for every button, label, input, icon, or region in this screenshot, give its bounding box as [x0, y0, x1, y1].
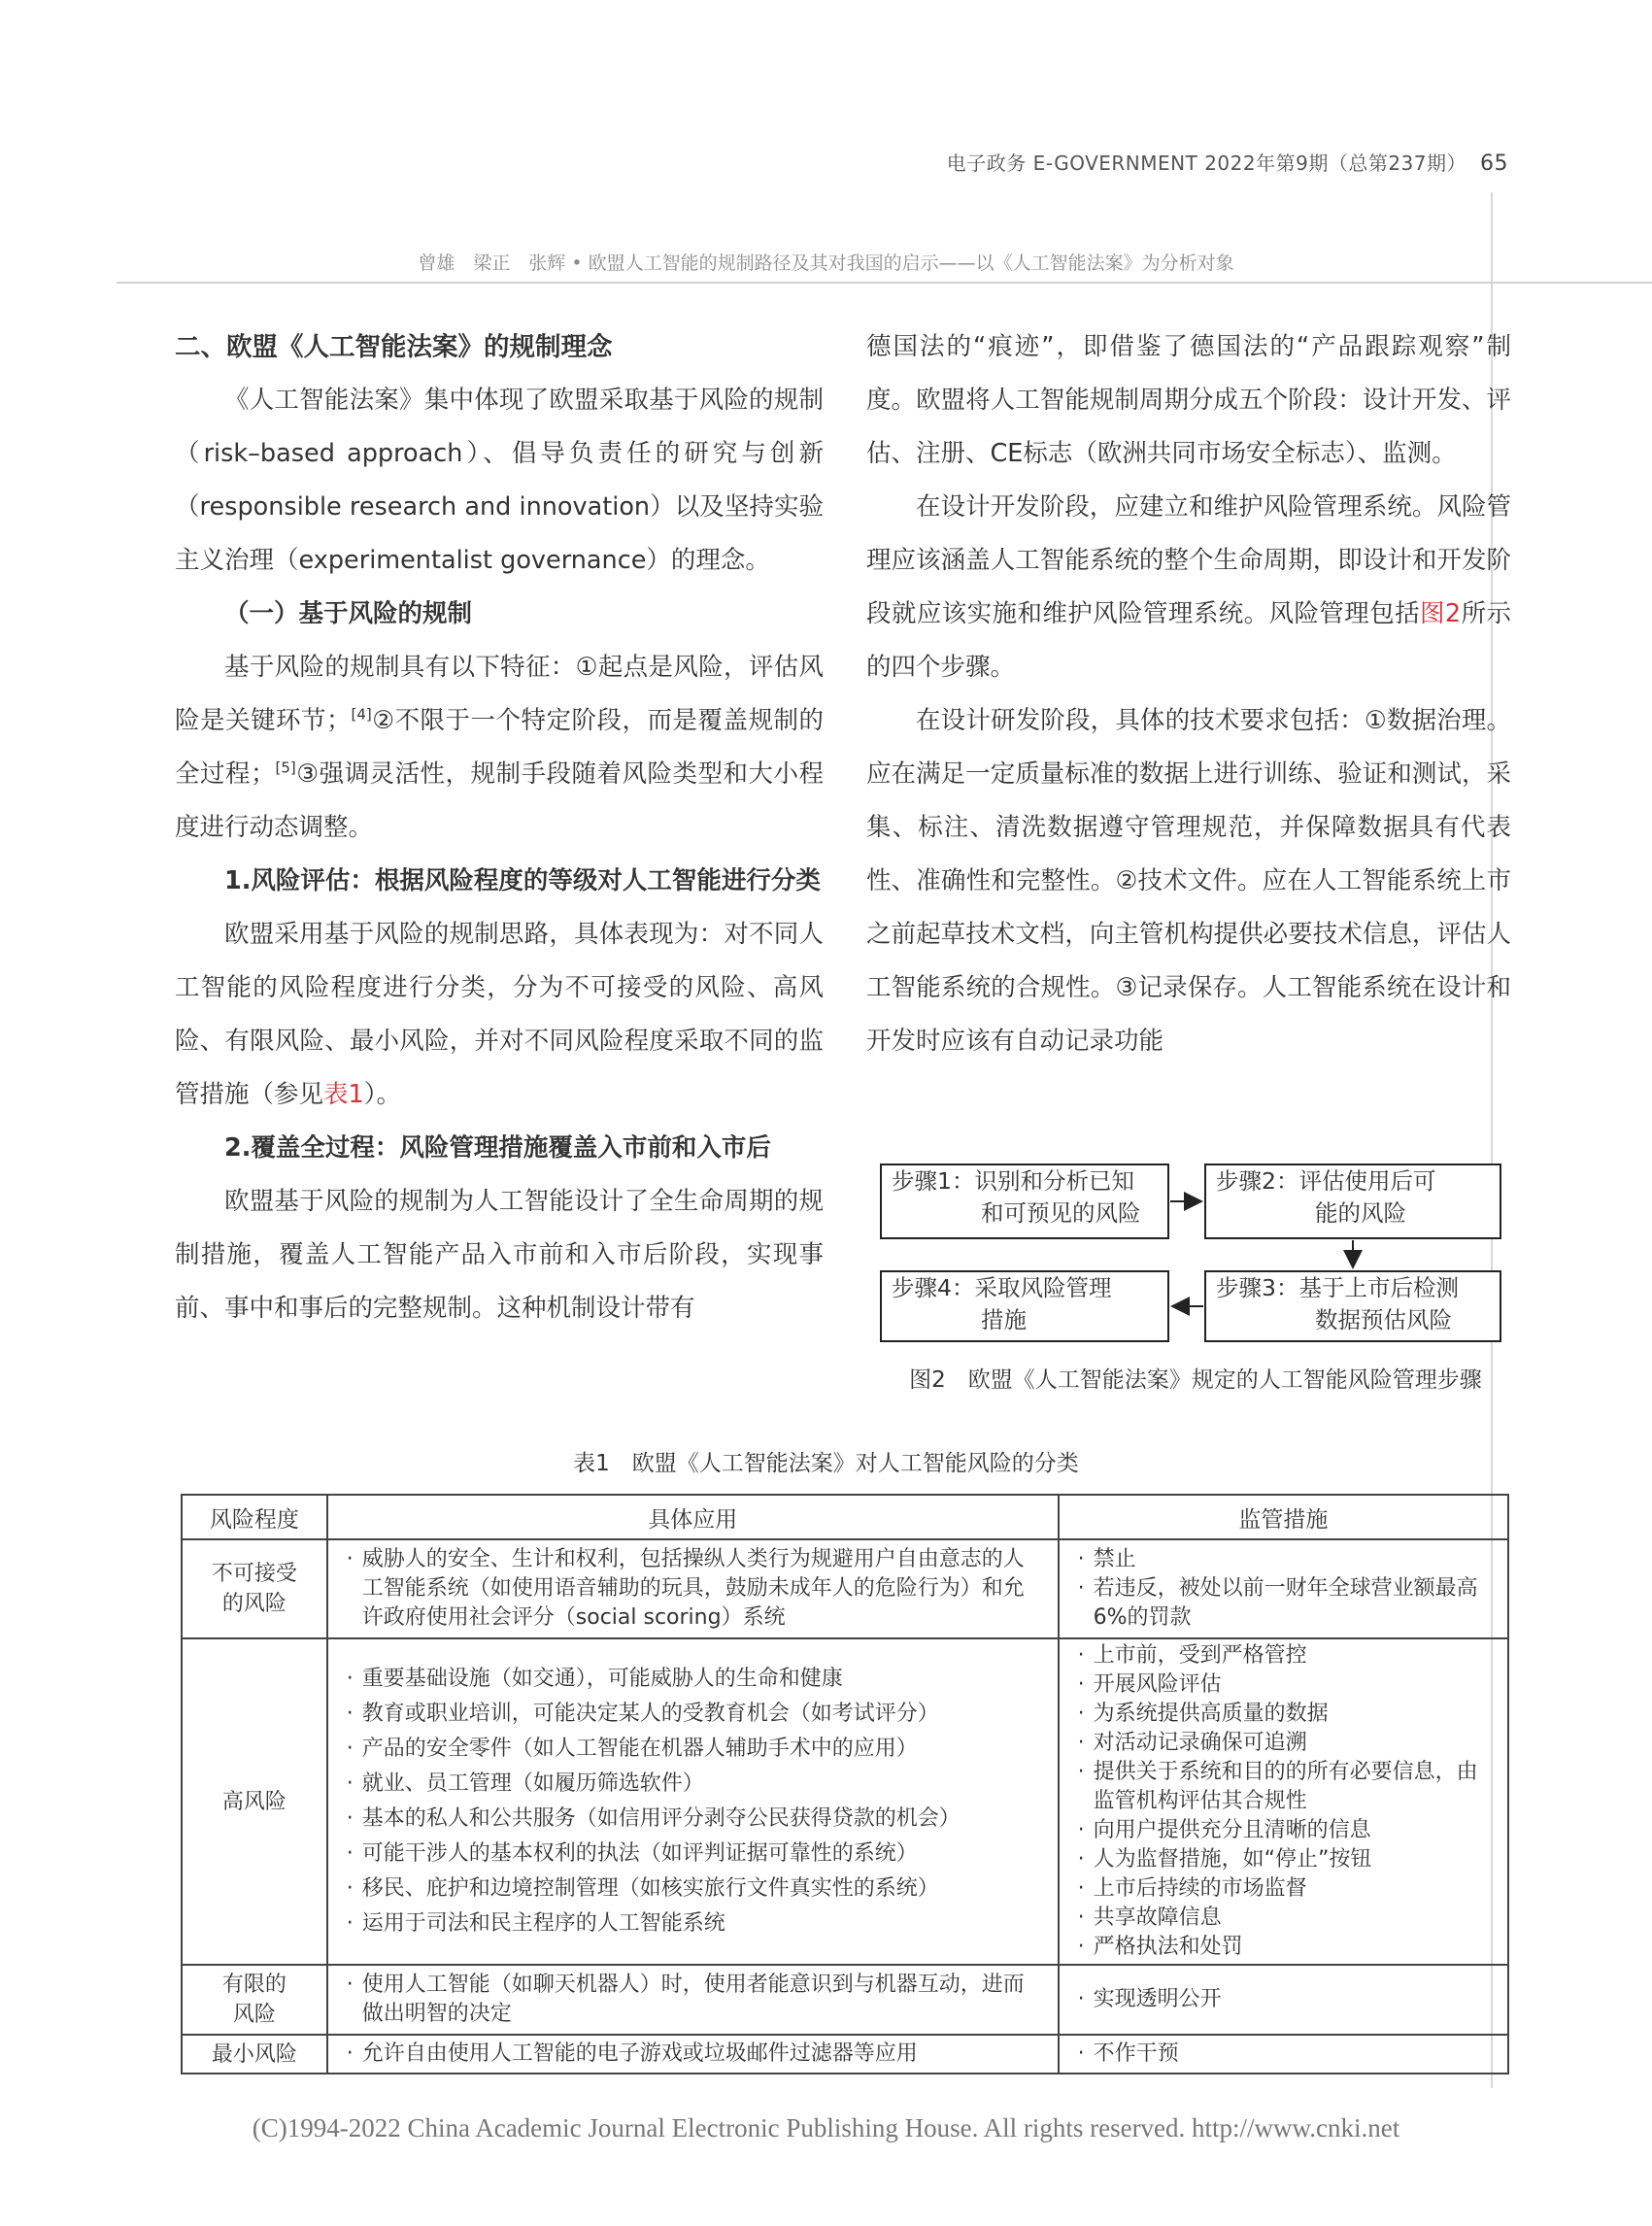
text-run: 在设计开发阶段，应建立和维护风险管理系统。风险管理应该涵盖人工智能系统的整个生命周期，即设计和开发阶段就应该实施和维护风险管理系统。风险管理包括 — [866, 492, 1511, 628]
level-text: 风险 — [232, 2003, 276, 2027]
level-text: 有限的 — [221, 1973, 287, 1997]
subheading: 1.风险评估：根据风险程度的等级对人工智能进行分类 — [224, 866, 821, 895]
paragraph — [866, 481, 1511, 694]
header-divider — [117, 282, 1652, 284]
list-item: · 若违反，被处以前一财年全球营业额最高6%的罚款 — [1078, 1574, 1495, 1633]
right-column — [866, 320, 1511, 1068]
apps-cell — [327, 1638, 1059, 1965]
list-item: · 就业、员工管理（如履历筛选软件） — [347, 1767, 1045, 1802]
apps-cell — [327, 1965, 1059, 2035]
list-item: · 严格执法和处罚 — [1078, 1933, 1495, 1962]
list-item: · 可能干涉人的基本权利的执法（如评判证据可靠性的系统） — [347, 1837, 1045, 1872]
figure-caption: 图2 欧盟《人工智能法案》规定的人工智能风险管理步骤 — [909, 1367, 1482, 1393]
paragraph — [175, 908, 824, 1122]
step3-line2: 数据预估风险 — [1315, 1306, 1452, 1333]
risk-level-cell — [182, 1539, 327, 1638]
level-text: 不可接受 — [211, 1562, 297, 1586]
list-item: · 不作干预 — [1078, 2040, 1495, 2069]
list-item: · 为系统提供高质量的数据 — [1078, 1700, 1495, 1729]
step2-line2: 能的风险 — [1315, 1199, 1406, 1227]
text-run: ②不限于一个特定阶段，而是覆盖规制的全过程； — [175, 706, 824, 789]
risk-management-flowchart — [880, 1164, 1501, 1342]
table-caption: 表1 欧盟《人工智能法案》对人工智能风险的分类 — [573, 1451, 1079, 1476]
text-run: 所示的四个步骤。 — [866, 599, 1511, 682]
table-row — [182, 1965, 1508, 2035]
left-column — [175, 320, 824, 1335]
figure-link[interactable]: 图2 — [1420, 599, 1462, 628]
list-item: · 允许自由使用人工智能的电子游戏或垃圾邮件过滤器等应用 — [347, 2040, 1045, 2069]
list-item: · 使用人工智能（如聊天机器人）时，使用者能意识到与机器互动，进而做出明智的决定 — [347, 1971, 1045, 2029]
table-link[interactable]: 表1 — [323, 1080, 364, 1109]
paragraph: 在设计研发阶段，具体的技术要求包括：①数据治理。应在满足一定质量标准的数据上进行训练、验证和测试，采集、标注、清洗数据遵守管理规范，并保障数据具有代表性、准确性和完整性。②技术文件。应在人工智能系统上市之前起草技术文档，向主管机构提供必要技术信息，评估人工智能系统的合规性。③记录保存。人工智能系统在设计和开发时应该有自动记录功能 — [866, 706, 1511, 1056]
step4-box — [880, 1270, 1169, 1342]
list-item: · 提供关于系统和目的的所有必要信息，由监管机构评估其合规性 — [1078, 1758, 1495, 1816]
text-run: ）。 — [363, 1080, 402, 1109]
measures-cell — [1059, 1965, 1508, 2035]
citation-ref[interactable]: [4] — [351, 705, 372, 724]
risk-classification-table — [181, 1494, 1509, 2074]
subsection-heading: （一）基于风险的规制 — [224, 599, 473, 628]
list-item: · 向用户提供充分且清晰的信息 — [1078, 1816, 1495, 1845]
paragraph — [175, 641, 824, 855]
list-item: · 上市后持续的市场监督 — [1078, 1874, 1495, 1904]
list-item: · 重要基础设施（如交通），可能威胁人的生命和健康 — [347, 1662, 1045, 1697]
list-item: · 产品的安全零件（如人工智能在机器人辅助手术中的应用） — [347, 1732, 1045, 1767]
list-item: · 基本的私人和公共服务（如信用评分剥夺公民获得贷款的机会） — [347, 1802, 1045, 1837]
apps-cell — [327, 2035, 1059, 2074]
step2-line1: 步骤2：评估使用后可 — [1216, 1167, 1436, 1195]
apps-cell — [327, 1539, 1059, 1638]
list-item: · 实现透明公开 — [1078, 1985, 1495, 2014]
step1-line2: 和可预见的风险 — [981, 1199, 1141, 1227]
list-item: · 威胁人的安全、生计和权利，包括操纵人类行为规避用户自由意志的人工智能系统（如使用语音辅助的玩具，鼓励未成年人的危险行为）和允许政府使用社会评分（social scoring）系统 — [347, 1545, 1045, 1633]
risk-level-cell — [182, 1965, 327, 2035]
header-apps: 具体应用 — [327, 1495, 1059, 1539]
subheading: 2.覆盖全过程：风险管理措施覆盖入市前和入市后 — [224, 1133, 771, 1163]
measures-cell — [1059, 1539, 1508, 1638]
list-item: · 对活动记录确保可追溯 — [1078, 1729, 1495, 1758]
list-item: · 运用于司法和民主程序的人工智能系统 — [347, 1906, 1045, 1941]
journal-header — [947, 148, 1508, 176]
list-item: · 移民、庇护和边境控制管理（如核实旅行文件真实性的系统） — [347, 1872, 1045, 1906]
step1-line1: 步骤1：识别和分析已知 — [892, 1167, 1134, 1195]
measures-cell — [1059, 2035, 1508, 2074]
list-item: · 开展风险评估 — [1078, 1670, 1495, 1700]
header-level: 风险程度 — [182, 1495, 327, 1539]
table-header-row — [182, 1495, 1508, 1539]
step3-box — [1204, 1270, 1501, 1342]
risk-level-cell: 最小风险 — [182, 2035, 327, 2074]
step4-line2: 措施 — [981, 1306, 1027, 1333]
list-item: · 禁止 — [1078, 1545, 1495, 1574]
text-run: 欧盟采用基于风险的规制思路，具体表现为：对不同人工智能的风险程度进行分类，分为不可接受的风险、高风险、有限风险、最小风险，并对不同风险程度采取不同的监管措施（参见 — [175, 920, 824, 1109]
level-text: 的风险 — [221, 1592, 287, 1616]
running-head: 曾雄 梁正 张辉 • 欧盟人工智能的规制路径及其对我国的启示——以《人工智能法案》为分析对象 — [418, 253, 1234, 274]
step3-line1: 步骤3：基于上市后检测 — [1216, 1274, 1459, 1301]
list-item: · 上市前，受到严格管控 — [1078, 1641, 1495, 1670]
citation-ref[interactable]: [5] — [275, 759, 296, 777]
copyright-footer: (C)1994-2022 China Academic Journal Electronic Publishing House. All rights reserved. http://www.cnki.net — [252, 2113, 1400, 2142]
step2-box — [1204, 1164, 1501, 1239]
step4-line1: 步骤4：采取风险管理 — [892, 1274, 1112, 1301]
measures-cell — [1059, 1638, 1508, 1965]
page-number: 65 — [1480, 152, 1508, 176]
journal-name: 电子政务 E-GOVERNMENT 2022年第9期（总第237期） — [946, 152, 1467, 175]
section-heading: 二、欧盟《人工智能法案》的规制理念 — [175, 332, 613, 362]
list-item: · 人为监督措施，如“停止”按钮 — [1078, 1845, 1495, 1874]
paragraph: 德国法的“痕迹”，即借鉴了德国法的“产品跟踪观察”制度。欧盟将人工智能规制周期分成五个阶段：设计开发、评估、注册、CE标志（欧洲共同市场安全标志）、监测。 — [866, 332, 1511, 468]
table-row — [182, 1638, 1508, 1965]
paragraph: 《人工智能法案》集中体现了欧盟采取基于风险的规制（risk–based approach）、倡导负责任的研究与创新（responsible research and innovation）以及坚持实验主义治理（experimentalist governance）的理念。 — [175, 386, 824, 575]
text-run: ③强调灵活性，规制手段随着风险类型和大小程度进行动态调整。 — [175, 759, 824, 842]
table-row — [182, 2035, 1508, 2074]
header-measures: 监管措施 — [1059, 1495, 1508, 1539]
paragraph: 欧盟基于风险的规制为人工智能设计了全生命周期的规制措施，覆盖人工智能产品入市前和入市后阶段，实现事前、事中和事后的完整规制。这种机制设计带有 — [175, 1187, 824, 1323]
step1-box — [880, 1164, 1169, 1239]
list-item: · 教育或职业培训，可能决定某人的受教育机会（如考试评分） — [347, 1697, 1045, 1732]
table-row — [182, 1539, 1508, 1638]
risk-level-cell: 高风险 — [182, 1638, 327, 1965]
list-item: · 共享故障信息 — [1078, 1904, 1495, 1933]
text-run: 基于风险的规制具有以下特征：①起点是风险，评估风险是关键环节； — [175, 653, 824, 735]
